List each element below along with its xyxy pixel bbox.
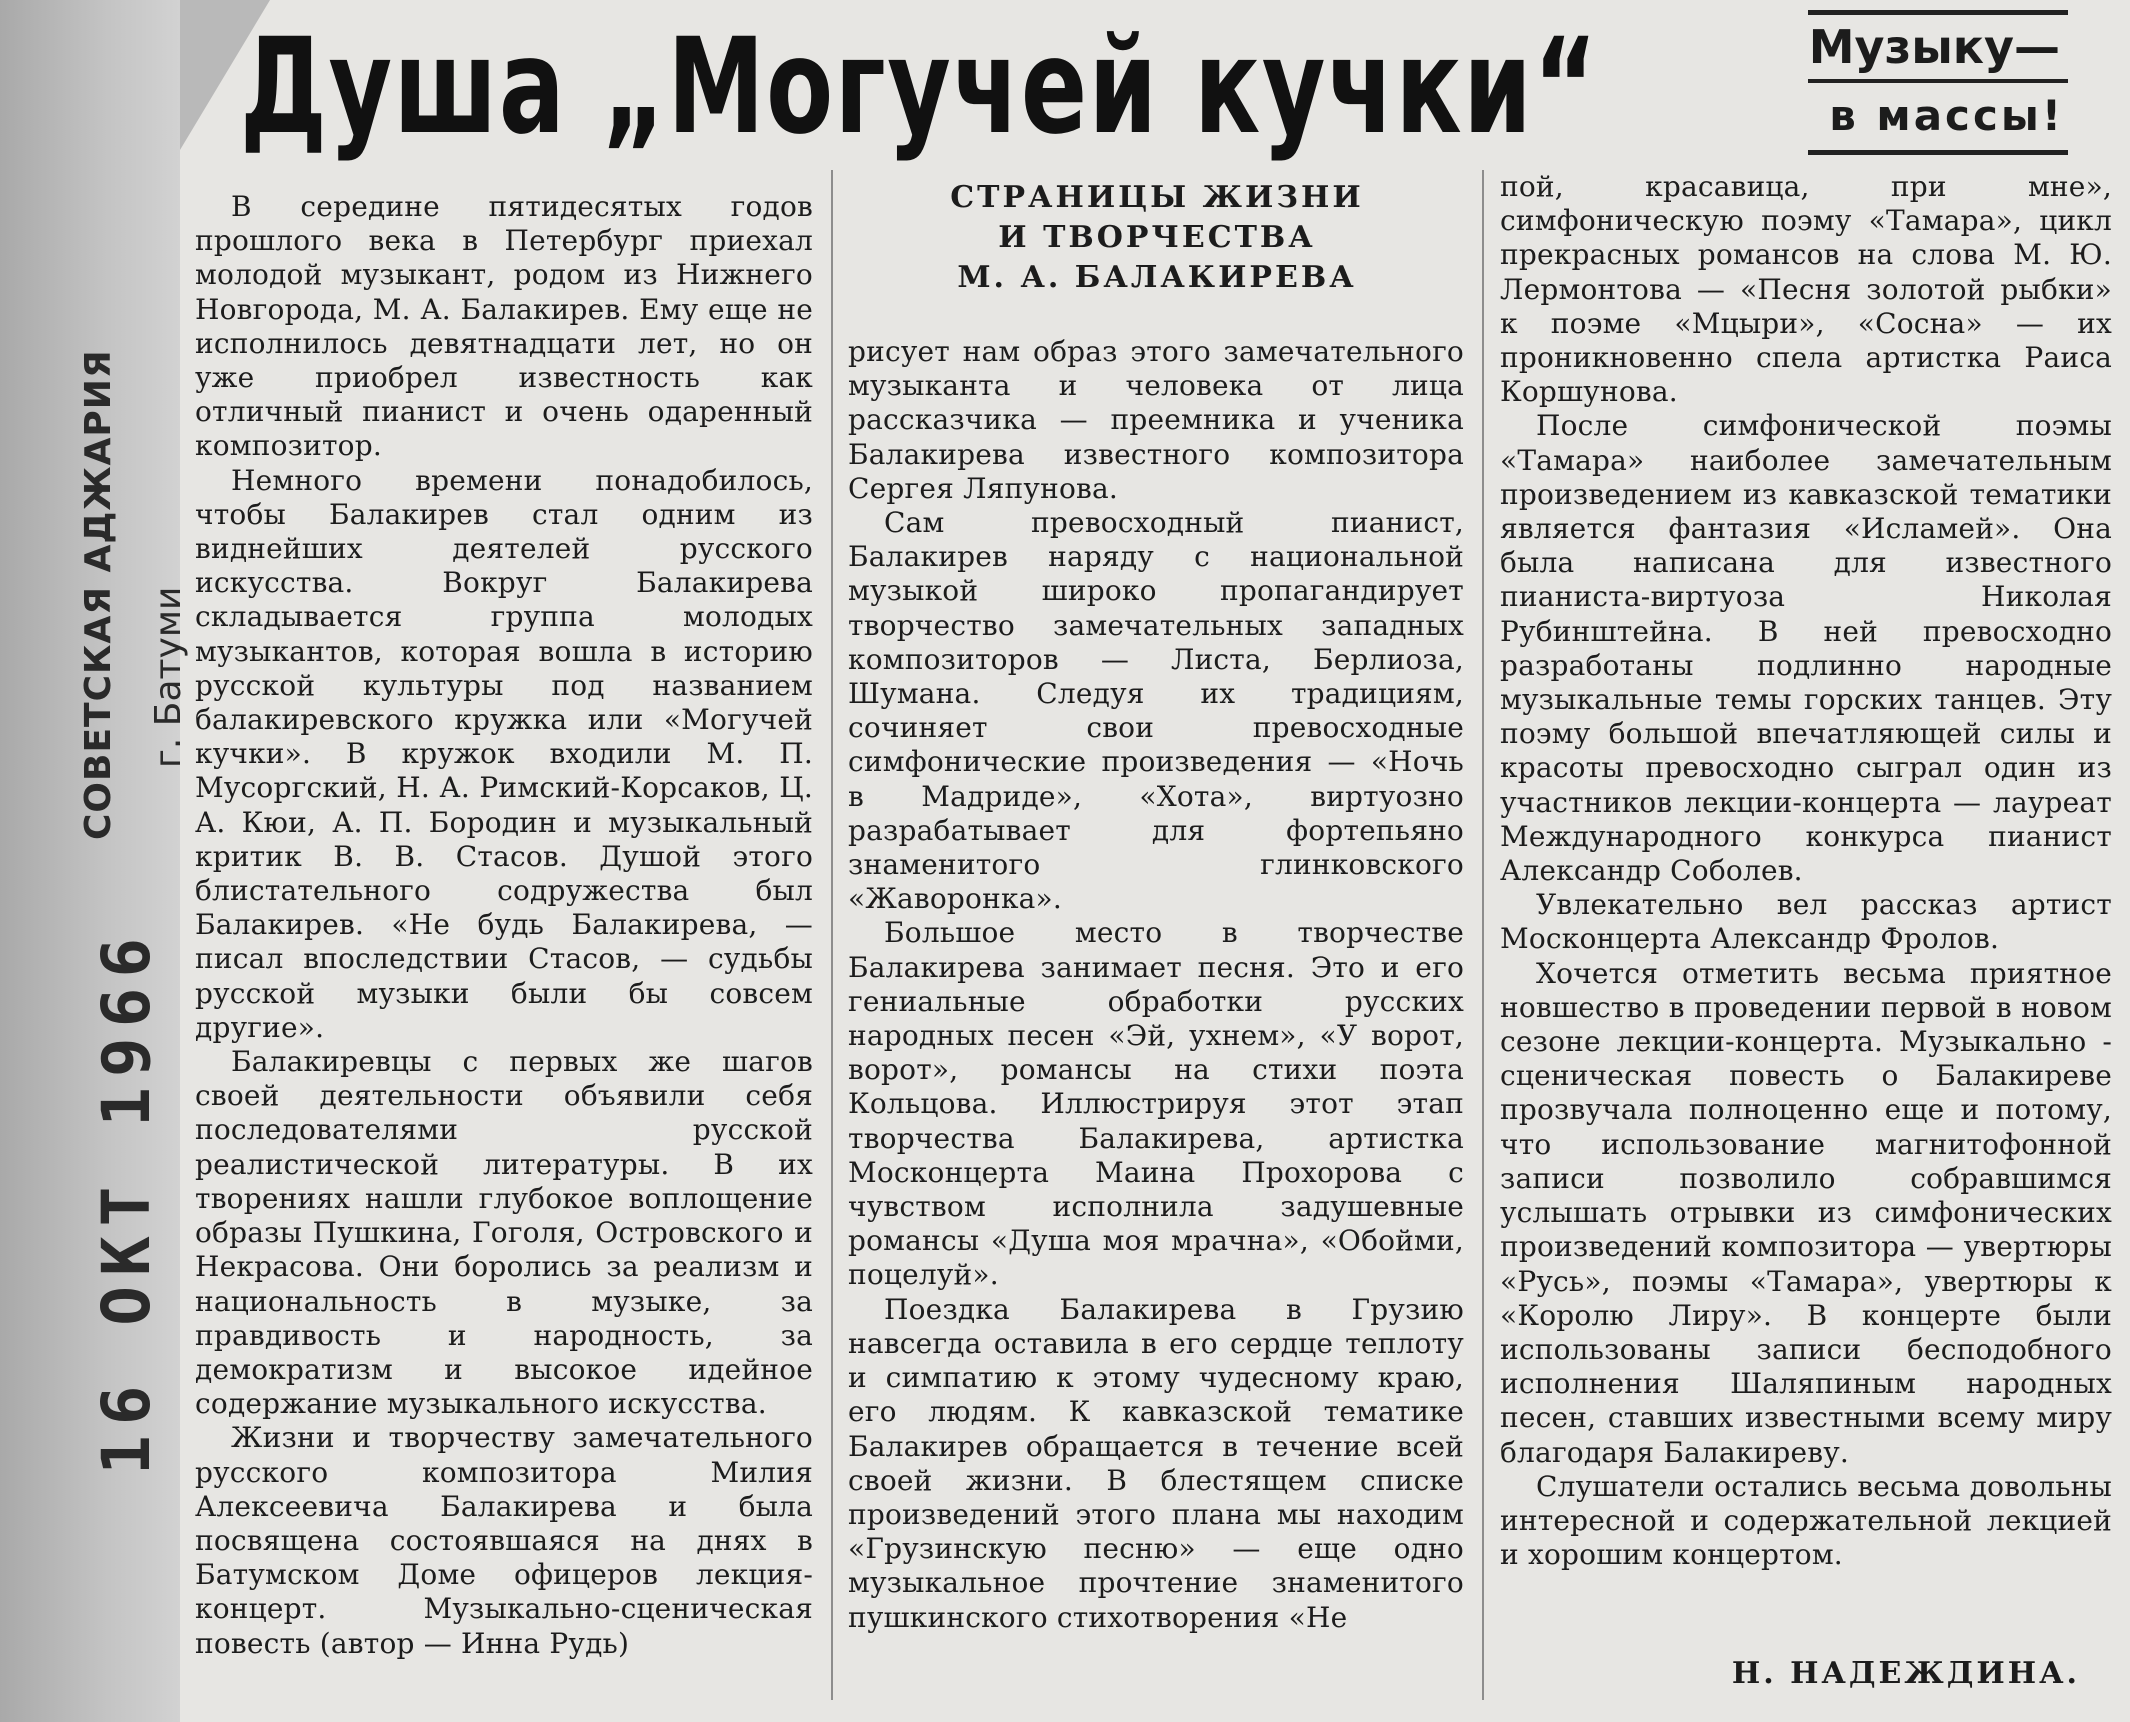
subheading-line: И ТВОРЧЕСТВА [998,220,1316,255]
article-column-2 [848,335,1464,1635]
paragraph: Сам превосходный пианист, Балакирев наряду с национальной музыкой широко пропагандирует творчество замечательных западных композиторов — Листа, Берлиоза, Шумана. Следуя их традициям, сочиняет свои превосходные симфонические произведения — «Ночь в Мадриде», «Хота», виртуозно разрабатывает для фортепьяно знаменитого глинковского «Жаворонка». [848,506,1464,916]
subheading-line: М. А. БАЛАКИРЕВА [957,260,1357,295]
paragraph: Большое место в творчестве Балакирева занимает песня. Это и его гениальные обработки русских народных песен «Эй, ухнем», «У ворот, ворот», романсы на стихи поэта Кольцова. Иллюстрируя этот этап творчества Балакирева, артистка Москонцерта Маина Прохорова с чувством исполнила задушевные романсы «Душа моя мрачна», «Обойми, поцелуй». [848,916,1464,1292]
paragraph: Немного времени понадобилось, чтобы Балакирев стал одним из виднейших деятелей русского искусства. Вокруг Балакирева складывается группа молодых музыкантов, которая вошла в историю русской культуры под названием балакиревского кружка или «Могучей кучки». В кружок входили М. П. Мусоргский, Н. А. Римский-Корсаков, Ц. А. Кюи, А. П. Бородин и музыкальный критик В. В. Стасов. Душой этого блистательного содружества был Балакирев. «Не будь Балакирева, — писал впоследствии Стасов, — судьбы русской музыки были бы совсем другие». [195,463,813,1044]
article-column-1 [195,190,813,1661]
paragraph: Поездка Балакирева в Грузию навсегда оставила в его сердце теплоту и симпатию к этому чудесному краю, его людям. К кавказской тематике Балакирев обращается в течение всей своей жизни. В блестящем списке произведений этого плана мы находим «Грузинскую песню» — еще одно музыкальное прочтение знаменитого пушкинского стихотворения «Не [848,1292,1464,1634]
city-stamp: г. Батуми [148,586,189,768]
paragraph: После симфонической поэмы «Тамара» наиболее замечательным произведением из кавказской тематики является фантазия «Исламей». Она была написана для известного пианиста-виртуоза Николая Рубинштейна. В ней превосходно разработаны подлинно народные музыкальные темы горских танцев. Эту поэму большой впечатляющей силы и красоты превосходно сыграл один из участников лекции-концерта — лауреат Международного конкурса пианист Александр Соболев. [1500,409,2112,888]
paragraph: В середине пятидесятых годов прошлого века в Петербург приехал молодой музыкант, родом из Нижнего Новгорода, М. А. Балакирев. Ему еще не исполнилось девятнадцати лет, но он уже приобрел известность как отличный пианист и очень одаренный композитор. [195,190,813,463]
newspaper-name-stamp: СОВЕТСКАЯ АДЖАРИЯ [78,349,119,840]
paragraph: Жизни и творчеству замечательного русского композитора Милия Алексеевича Балакирева и была посвящена состоявшаяся на днях в Батумском Доме офицеров лекция-концерт. Музыкально-сценическая повесть (автор — Инна Рудь) [195,1421,813,1660]
paragraph: Слушатели остались весьма довольны интересной и содержательной лекцией и хорошим концертом. [1500,1469,2112,1572]
article-column-3 [1500,170,2112,1572]
date-stamp: 16 ОКТ 1966 [88,927,165,1475]
rubric-slogan [1808,10,2068,155]
article-subheading [850,178,1464,298]
column-divider [831,170,833,1700]
paragraph: Балакиревцы с первых же шагов своей деятельности объявили себя последователями русской реалистической литературы. В их творениях нашли глубокое воплощение образы Пушкина, Гоголя, Островского и Некрасова. Они боролись за реализм и национальность в музыке, за правдивость и народность, за демократизм и высокое идейное содержание музыкального искусства. [195,1045,813,1421]
slogan-underline [1808,150,2068,155]
article-headline: Душа „Могучей кучки“ [240,10,1599,164]
paragraph: пой, красавица, при мне», симфоническую поэму «Тамара», цикл прекрасных романсов на слова М. Ю. Лермонтова — «Песня золотой рыбки» к поэме «Мцыри», «Сосна» — их проникновенно спела артистка Раиса Коршунова. [1500,170,2112,409]
paragraph: Хочется отметить весьма приятное новшество в проведении первой в новом сезоне лекции-концерта. Музыкально - сценическая повесть о Балакиреве прозвучала полноценно еще и потому, что использование магнитофонной записи позволило собравшимся услышать отрывки из симфонических произведений композитора — увертюры «Русь», поэмы «Тамара», увертюры к «Королю Лиру». В концерте были использованы записи бесподобного исполнения Шаляпиным народных песен, ставших известными всему миру благодаря Балакиреву. [1500,956,2112,1469]
slogan-line-1: Музыку— [1808,15,2068,83]
subheading-line: СТРАНИЦЫ ЖИЗНИ [950,180,1364,215]
slogan-line-2: в массы! [1829,91,2064,140]
author-signature: Н. НАДЕЖДИНА. [1731,1656,2080,1691]
column-divider [1482,170,1484,1700]
paragraph: рисует нам образ этого замечательного музыканта и человека от лица рассказчика — преемника и ученика Балакирева известного композитора Сергея Ляпунова. [848,335,1464,505]
paragraph: Увлекательно вел рассказ артист Москонцерта Александр Фролов. [1500,888,2112,956]
